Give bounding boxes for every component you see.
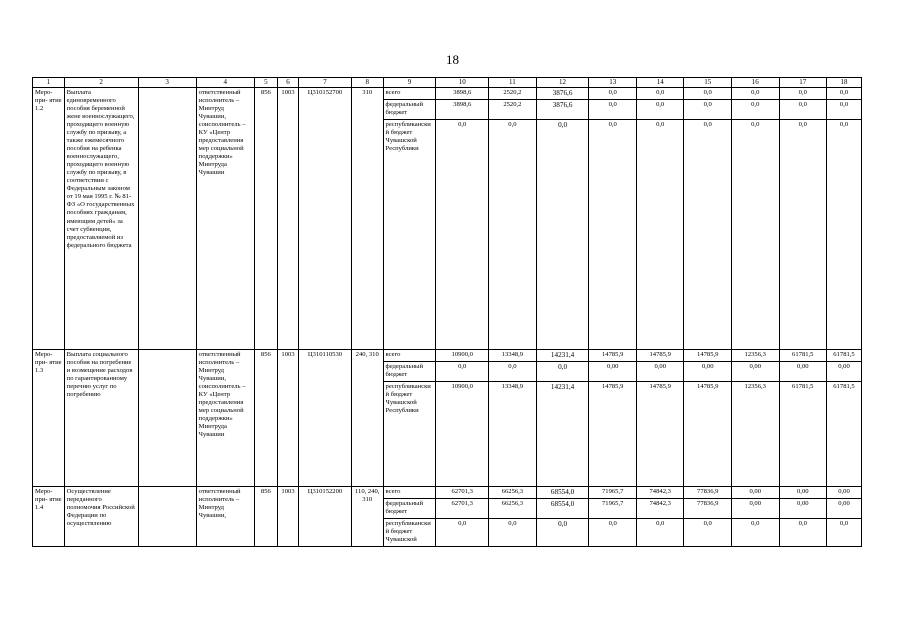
funding-source-cell: всего <box>383 487 436 499</box>
amount-cell: 14231,4 <box>536 350 589 362</box>
column-number-cell: 9 <box>383 78 436 88</box>
amount-cell: 0,0 <box>827 519 862 547</box>
amount-cell: 0,0 <box>636 120 684 350</box>
amount-cell: 0,0 <box>827 120 862 350</box>
amount-cell: 0,00 <box>732 362 780 382</box>
amount-cell: 0,0 <box>636 88 684 100</box>
amount-cell: 0,00 <box>636 362 684 382</box>
amount-cell: 0,0 <box>779 519 827 547</box>
amount-cell: 0,0 <box>779 100 827 120</box>
amount-cell: 77836,9 <box>684 499 732 519</box>
amount-cell: 0,0 <box>684 88 732 100</box>
event-label-cell: Меро- при- ятие 1.3 <box>33 350 65 487</box>
budget-table <box>32 77 862 547</box>
amount-cell: 14785,9 <box>589 350 637 362</box>
table-row <box>33 350 862 362</box>
section-code-cell: 1003 <box>277 487 298 547</box>
amount-cell: 0,00 <box>827 499 862 519</box>
expense-type-cell: 310 <box>351 88 383 350</box>
amount-cell: 0,0 <box>732 88 780 100</box>
amount-cell: 74842,3 <box>636 487 684 499</box>
target-article-cell: Ц310152200 <box>299 487 352 547</box>
column-number-cell: 3 <box>138 78 196 88</box>
amount-cell: 0,00 <box>779 499 827 519</box>
column-number-cell: 2 <box>64 78 138 88</box>
amount-cell: 0,0 <box>779 120 827 350</box>
amount-cell: 14785,9 <box>589 382 637 487</box>
amount-cell: 3876,6 <box>536 100 589 120</box>
amount-cell: 0,00 <box>732 487 780 499</box>
amount-cell: 0,0 <box>489 519 537 547</box>
amount-cell: 0,0 <box>732 100 780 120</box>
executor-cell: ответственный исполнитель – Минтруд Чувашии, соисполнитель – КУ «Центр предоставления мер социальной поддержки» Минтруда Чувашии <box>196 350 254 487</box>
grbs-code-cell: 856 <box>254 350 277 487</box>
amount-cell: 3876,6 <box>536 88 589 100</box>
event-description-cell: Осуществление переданного полномочия Российской Федерации по осуществлению <box>64 487 138 547</box>
column-number-cell: 10 <box>436 78 489 88</box>
table-row <box>33 487 862 499</box>
target-article-cell: Ц310110530 <box>299 350 352 487</box>
grbs-code-cell: 856 <box>254 88 277 350</box>
amount-cell: 0,00 <box>732 499 780 519</box>
executor-cell: ответственный исполнитель – Минтруд Чувашии, соисполнитель – КУ «Центр предоставления мер социальной поддержки» Минтруда Чувашии <box>196 88 254 350</box>
amount-cell: 0,0 <box>732 120 780 350</box>
amount-cell: 0,0 <box>536 120 589 350</box>
amount-cell: 61781,5 <box>779 350 827 362</box>
event-label-cell: Меро- при- ятие 1.2 <box>33 88 65 350</box>
event-label-cell: Меро- при- ятие 1.4 <box>33 487 65 547</box>
amount-cell: 14785,9 <box>684 382 732 487</box>
column-number-cell: 15 <box>684 78 732 88</box>
column-3-cell <box>138 350 196 487</box>
column-number-cell: 16 <box>732 78 780 88</box>
amount-cell: 0,00 <box>827 487 862 499</box>
amount-cell: 0,0 <box>684 519 732 547</box>
funding-source-cell: федеральный бюджет <box>383 100 436 120</box>
event-description-cell: Выплата социального пособия на погребение и возмещение расходов по гарантированному перечню услуг по погребению <box>64 350 138 487</box>
amount-cell: 0,00 <box>827 362 862 382</box>
target-article-cell: Ц310152700 <box>299 88 352 350</box>
amount-cell: 68554,0 <box>536 499 589 519</box>
amount-cell: 0,0 <box>636 519 684 547</box>
column-number-cell: 14 <box>636 78 684 88</box>
amount-cell: 10900,0 <box>436 382 489 487</box>
amount-cell: 0,0 <box>684 100 732 120</box>
amount-cell: 12356,3 <box>732 350 780 362</box>
amount-cell: 0,00 <box>779 362 827 382</box>
amount-cell: 0,0 <box>489 120 537 350</box>
column-number-cell: 8 <box>351 78 383 88</box>
amount-cell: 10900,0 <box>436 350 489 362</box>
column-3-cell <box>138 88 196 350</box>
amount-cell: 14785,9 <box>636 382 684 487</box>
section-code-cell: 1003 <box>277 88 298 350</box>
amount-cell: 3898,6 <box>436 100 489 120</box>
amount-cell: 0,0 <box>489 362 537 382</box>
expense-type-cell: 240, 310 <box>351 350 383 487</box>
amount-cell: 61781,5 <box>779 382 827 487</box>
column-number-cell: 12 <box>536 78 589 88</box>
amount-cell: 71965,7 <box>589 487 637 499</box>
column-number-cell: 5 <box>254 78 277 88</box>
amount-cell: 0,0 <box>684 120 732 350</box>
amount-cell: 0,0 <box>589 88 637 100</box>
funding-source-cell: республиканский бюджет Чувашской <box>383 519 436 547</box>
amount-cell: 0,0 <box>827 100 862 120</box>
column-number-cell: 17 <box>779 78 827 88</box>
amount-cell: 0,0 <box>827 88 862 100</box>
amount-cell: 66256,3 <box>489 499 537 519</box>
amount-cell: 0,0 <box>436 120 489 350</box>
grbs-code-cell: 856 <box>254 487 277 547</box>
funding-source-cell: всего <box>383 88 436 100</box>
expense-type-cell: 110, 240, 310 <box>351 487 383 547</box>
column-number-cell: 4 <box>196 78 254 88</box>
amount-cell: 14785,9 <box>684 350 732 362</box>
column-number-cell: 13 <box>589 78 637 88</box>
column-number-cell: 7 <box>299 78 352 88</box>
column-number-cell: 1 <box>33 78 65 88</box>
amount-cell: 74842,3 <box>636 499 684 519</box>
amount-cell: 2520,2 <box>489 88 537 100</box>
column-number-row <box>33 78 862 88</box>
amount-cell: 0,0 <box>636 100 684 120</box>
amount-cell: 61781,5 <box>827 382 862 487</box>
funding-source-cell: федеральный бюджет <box>383 362 436 382</box>
funding-source-cell: республиканский бюджет Чувашской Республики <box>383 120 436 350</box>
amount-cell: 14231,4 <box>536 382 589 487</box>
column-number-cell: 11 <box>489 78 537 88</box>
amount-cell: 14785,9 <box>636 350 684 362</box>
amount-cell: 12356,3 <box>732 382 780 487</box>
amount-cell: 13348,9 <box>489 382 537 487</box>
table-row <box>33 88 862 100</box>
amount-cell: 3898,6 <box>436 88 489 100</box>
amount-cell: 2520,2 <box>489 100 537 120</box>
section-code-cell: 1003 <box>277 350 298 487</box>
amount-cell: 77836,9 <box>684 487 732 499</box>
amount-cell: 0,0 <box>436 519 489 547</box>
amount-cell: 0,0 <box>536 362 589 382</box>
amount-cell: 71965,7 <box>589 499 637 519</box>
amount-cell: 0,0 <box>589 100 637 120</box>
amount-cell: 0,0 <box>589 120 637 350</box>
funding-source-cell: федеральный бюджет <box>383 499 436 519</box>
amount-cell: 0,0 <box>779 88 827 100</box>
amount-cell: 62701,3 <box>436 499 489 519</box>
amount-cell: 0,0 <box>589 519 637 547</box>
amount-cell: 0,00 <box>684 362 732 382</box>
amount-cell: 0,0 <box>536 519 589 547</box>
funding-source-cell: республиканский бюджет Чувашской Республики <box>383 382 436 487</box>
amount-cell: 0,0 <box>732 519 780 547</box>
column-number-cell: 6 <box>277 78 298 88</box>
page-number: 18 <box>446 52 459 67</box>
column-number-cell: 18 <box>827 78 862 88</box>
amount-cell: 0,0 <box>436 362 489 382</box>
executor-cell: ответственный исполнитель – Минтруд Чувашии, <box>196 487 254 547</box>
amount-cell: 62701,3 <box>436 487 489 499</box>
amount-cell: 13348,9 <box>489 350 537 362</box>
amount-cell: 66256,3 <box>489 487 537 499</box>
funding-source-cell: всего <box>383 350 436 362</box>
amount-cell: 61781,5 <box>827 350 862 362</box>
amount-cell: 0,00 <box>779 487 827 499</box>
column-3-cell <box>138 487 196 547</box>
event-description-cell: Выплата единовременного пособия беременной жене военнослужащего, проходящего военную службу по призыву, а также ежемесячного пособия на ребенка военнослужащего, проходящего военную службу по призыву, в соответствии с Федеральным законом от 19 мая 1995 г. № 81-ФЗ «О государственных пособиях гражданам, имеющим детей» за счет субвенции, предоставляемой из федерального бюджета <box>64 88 138 350</box>
amount-cell: 68554,0 <box>536 487 589 499</box>
amount-cell: 0,00 <box>589 362 637 382</box>
